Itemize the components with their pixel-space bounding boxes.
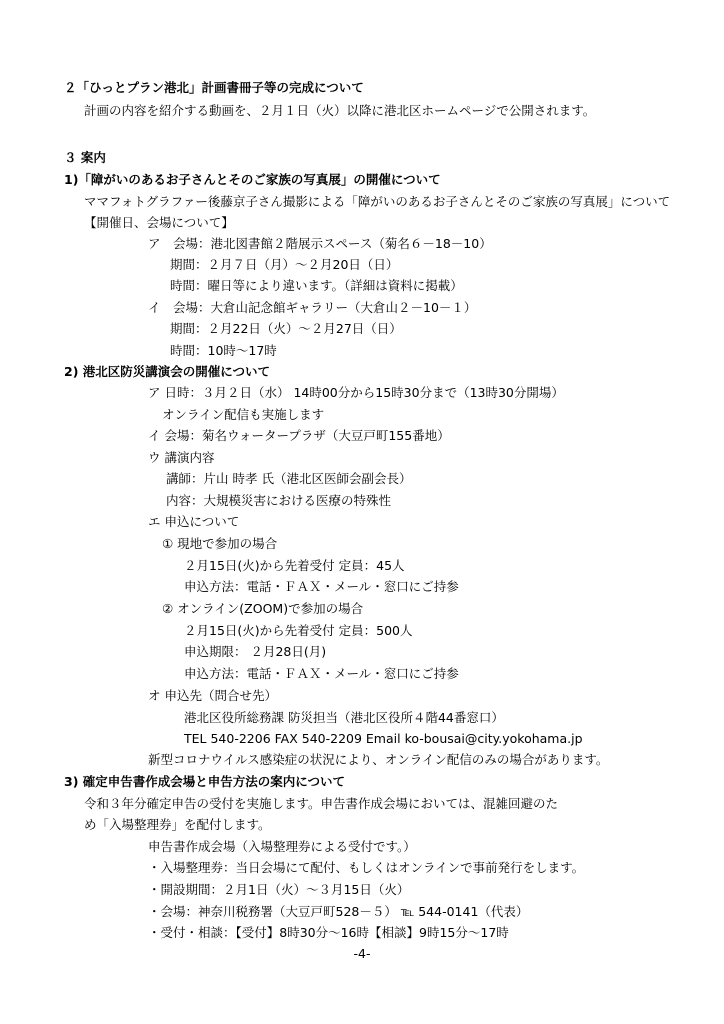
- page-number: -4-: [353, 946, 371, 961]
- item-3-period: ・開設期間：２月1日（火）～３月15日（火）: [148, 882, 410, 897]
- item-2-i-venue: イ 会場：菊名ウォータープラザ（大豆戸町155番地）: [148, 428, 450, 443]
- item-1-a-venue: ア 会場：港北図書館２階展示スペース（菊名６－18－10）: [148, 236, 492, 251]
- item-2-e-title: エ 申込について: [148, 514, 240, 529]
- item-2-e1-title: ① 現地で参加の場合: [162, 536, 278, 551]
- section-3-heading: ３ 案内: [64, 150, 106, 165]
- section-2-body: 計画の内容を紹介する動画を、２月１日（火）以降に港北区ホームページで公開されます。: [84, 103, 596, 118]
- item-2-e2-title: ② オンライン(ZOOM)で参加の場合: [162, 601, 364, 616]
- item-2-heading: 2) 港北区防災講演会の開催について: [64, 364, 271, 379]
- item-2-a-datetime: ア 日時：３月２日（水） 14時00分から15時30分まで（13時30分開場）: [148, 385, 564, 400]
- item-2-e1-method: 申込方法：電話・ＦＡＸ・メール・窓口にご持参: [184, 579, 459, 594]
- item-3-body-line-2: め「入場整理券」を配付します。: [84, 817, 271, 832]
- item-2-u-content: 内容：大規模災害における医療の特殊性: [166, 493, 392, 508]
- item-2-e2-method: 申込方法：電話・ＦＡＸ・メール・窓口にご持参: [184, 666, 459, 681]
- item-3-venue: ・会場：神奈川税務署（大豆戸町528－５） ℡ 544-0141（代表）: [148, 904, 529, 919]
- item-3-ticket: ・入場整理券：当日会場にて配付、もしくはオンラインで事前発行をします。: [148, 860, 585, 875]
- item-2-a-online: オンライン配信も実施します: [162, 407, 325, 422]
- item-3-hours: ・受付・相談：【受付】8時30分～16時【相談】9時15分～17時: [148, 925, 509, 940]
- item-1-subheading: 【開催日、会場について】: [84, 215, 234, 230]
- item-1-heading: 1)「障がいのあるお子さんとそのご家族の写真展」の開催について: [64, 172, 441, 187]
- item-2-u-speaker: 講師：片山 時孝 氏（港北区医師会副会長）: [166, 471, 412, 486]
- item-1-a-period: 期間：２月７日（月）～２月20日（日）: [170, 257, 399, 272]
- section-2-heading: ２「ひっとプラン港北」計画書冊子等の完成について: [64, 80, 364, 95]
- item-2-e2-line: ２月15日(火)から先着受付 定員：500人: [184, 623, 413, 638]
- item-1-intro: ママフォトグラファー後藤京子さん撮影による「障がいのあるお子さんとそのご家族の写真展」について: [84, 194, 671, 209]
- item-2-u-title: ウ 講演内容: [148, 450, 215, 465]
- item-3-venue-title: 申告書作成会場（入場整理券による受付です。）: [148, 839, 416, 854]
- item-1-a-time: 時間：曜日等により違います。（詳細は資料に掲載）: [170, 278, 463, 293]
- item-3-body-line-1: 令和３年分確定申告の受付を実施します。申告書作成会場においては、混雑回避のた: [84, 796, 559, 811]
- item-1-i-venue: イ 会場：大倉山記念館ギャラリー（大倉山２－10－１）: [148, 300, 477, 315]
- item-1-i-time: 時間：10時～17時: [170, 343, 277, 358]
- item-1-i-period: 期間：２月22日（火）～２月27日（日）: [170, 321, 402, 336]
- item-3-heading: 3) 確定申告書作成会場と申告方法の案内について: [64, 774, 346, 789]
- item-2-e2-deadline: 申込期限： ２月28日(月): [184, 644, 327, 659]
- item-2-o-contact: TEL 540-2206 FAX 540-2209 Email ko-bousai@city.yokohama.jp: [184, 731, 583, 746]
- item-2-note: 新型コロナウイルス感染症の状況により、オンライン配信のみの場合があります。: [148, 752, 609, 767]
- item-2-o-title: オ 申込先（問合せ先）: [148, 688, 277, 703]
- item-2-o-office: 港北区役所総務課 防災担当（港北区役所４階44番窓口）: [184, 710, 504, 725]
- item-2-e1-line: ２月15日(火)から先着受付 定員：45人: [184, 558, 405, 573]
